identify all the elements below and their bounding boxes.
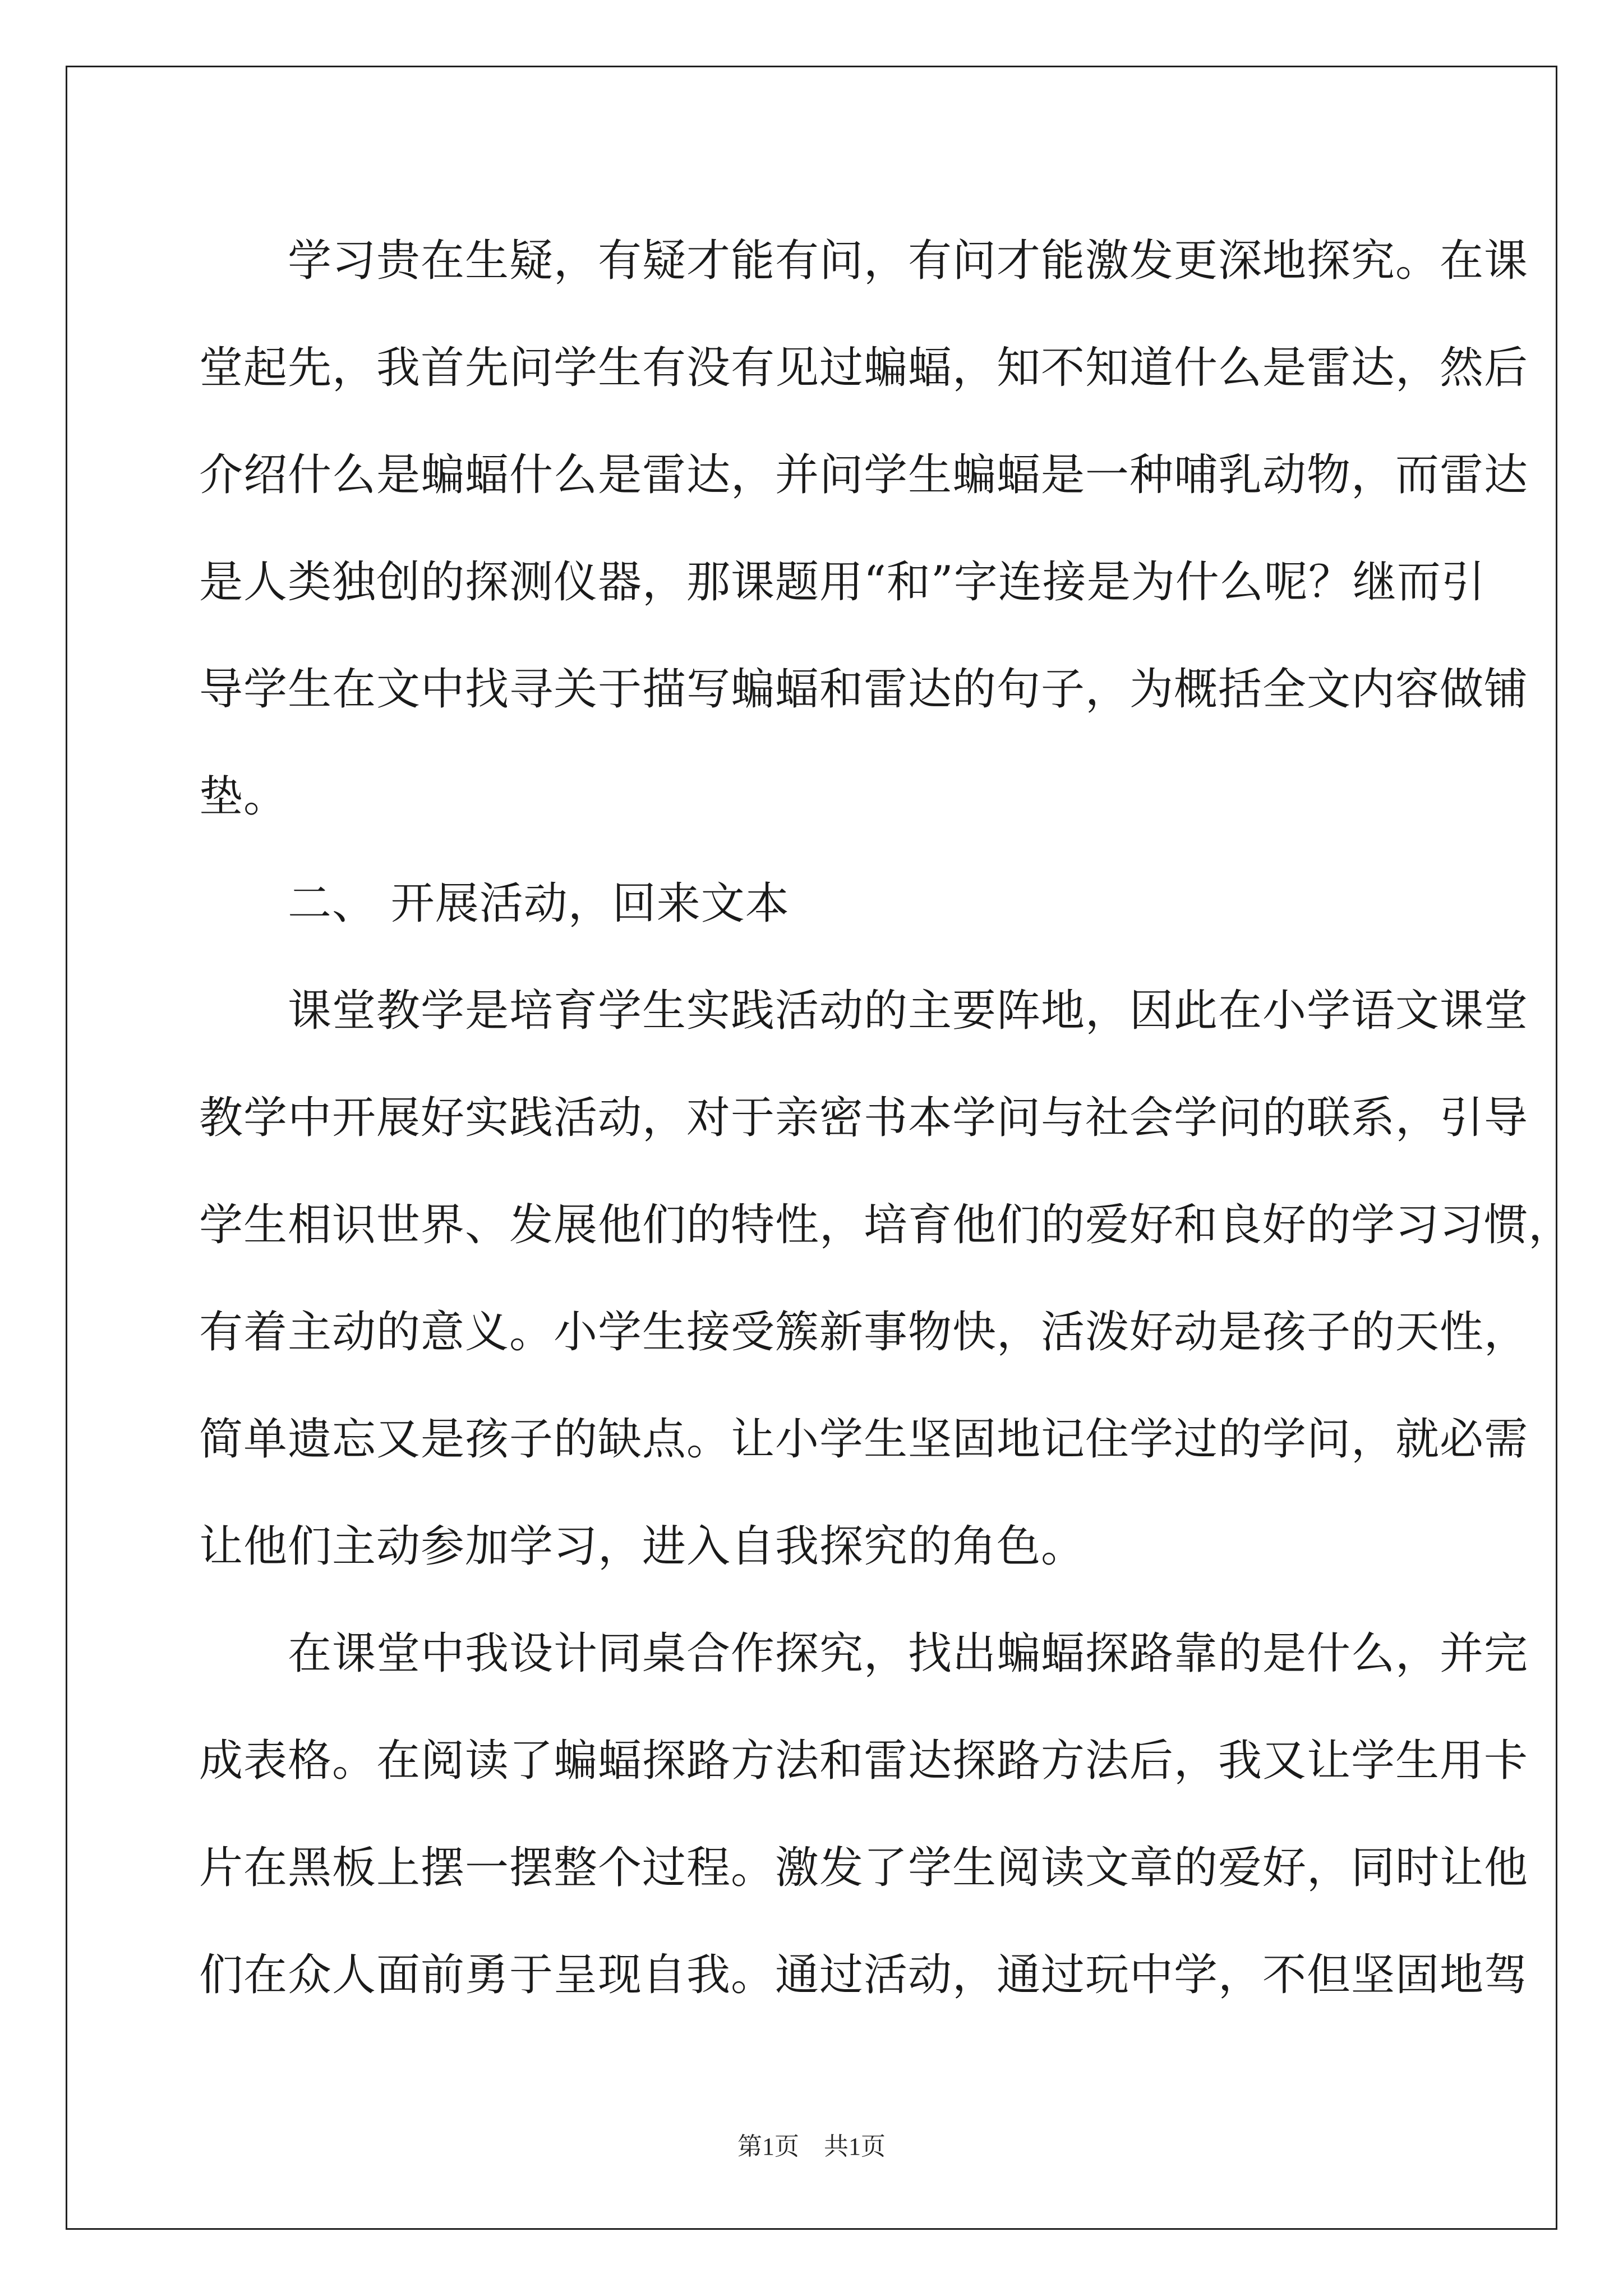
text-line: 课堂教学是培育学生实践活动的主要阵地，因此在小学语文课堂: [199, 986, 1529, 1036]
text-line: 是人类独创的探测仪器，那课题用“和”字连接是为什么呢？继而引: [199, 557, 1486, 608]
page-number-footer: 第1页 共1页: [737, 2133, 886, 2160]
text-line: 让他们主动参加学习，进入自我探究的角色。: [199, 1521, 1086, 1572]
text-line: 介绍什么是蝙蝠什么是雷达，并问学生蝙蝠是一种哺乳动物，而雷达: [199, 450, 1529, 500]
text-line: 片在黑板上摆一摆整个过程。激发了学生阅读文章的爱好，同时让他: [199, 1843, 1529, 1893]
text-line: 导学生在文中找寻关于描写蝙蝠和雷达的句子，为概括全文内容做铺: [199, 664, 1529, 715]
text-line: 教学中开展好实践活动，对于亲密书本学问与社会学问的联系，引导: [199, 1093, 1529, 1143]
text-line: 简单遗忘又是孩子的缺点。让小学生坚固地记住学过的学问，就必需: [199, 1414, 1529, 1465]
text-line: 学习贵在生疑，有疑才能有问，有问才能激发更深地探究。在课: [199, 236, 1529, 286]
text-line: 垫。: [199, 771, 288, 822]
section-heading: 二、 开展活动，回来文本: [199, 878, 790, 929]
document-body: [199, 208, 1573, 2029]
text-line: 堂起先，我首先问学生有没有见过蝙蝠，知不知道什么是雷达，然后: [199, 343, 1529, 393]
text-line: 学生相识世界、发展他们的特性，培育他们的爱好和良好的学习习惯，: [199, 1200, 1573, 1250]
text-line: 在课堂中我设计同桌合作探究，找出蝙蝠探路靠的是什么，并完: [199, 1628, 1529, 1679]
text-line: 成表格。在阅读了蝙蝠探路方法和雷达探路方法后，我又让学生用卡: [199, 1736, 1529, 1786]
text-line: 有着主动的意义。小学生接受簇新事物快，活泼好动是孩子的天性，: [199, 1307, 1529, 1358]
text-line: 们在众人面前勇于呈现自我。通过活动，通过玩中学，不但坚固地驾: [199, 1950, 1529, 2000]
